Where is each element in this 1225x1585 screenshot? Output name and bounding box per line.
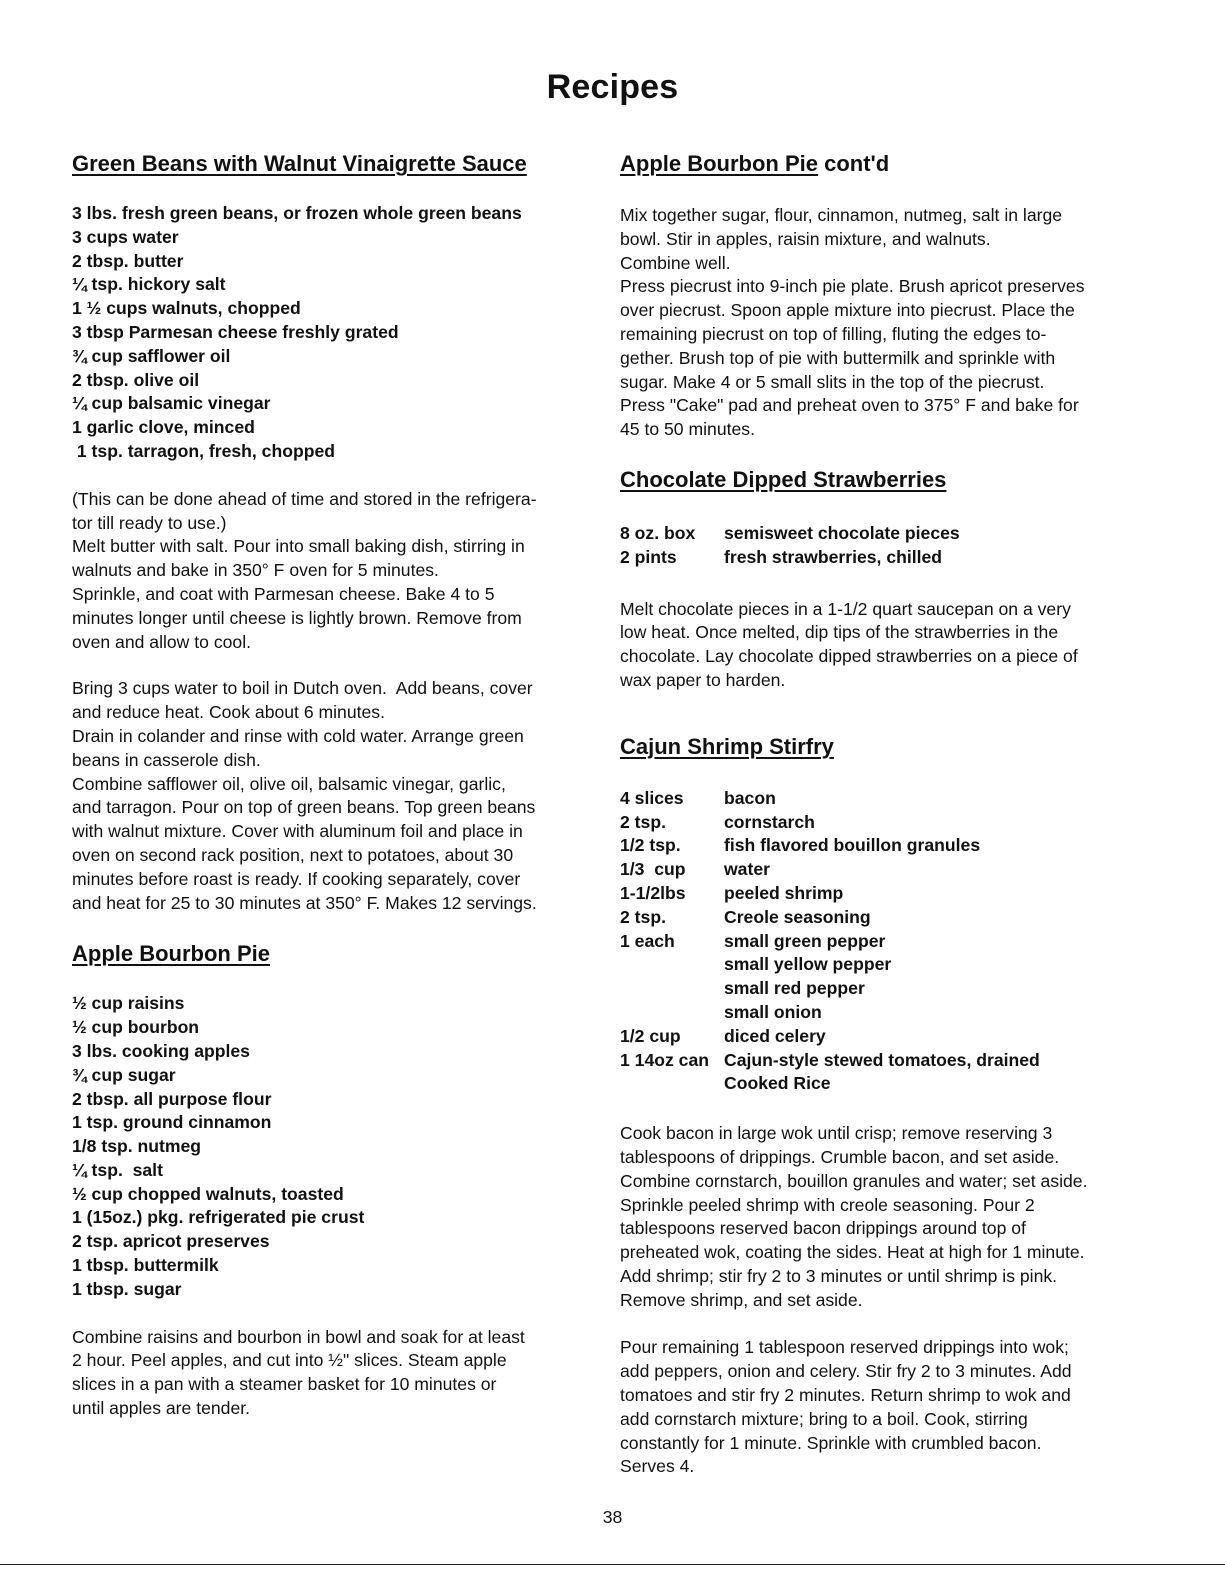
text-line: Press piecrust into 9-inch pie plate. Brush apricot preserves — [620, 276, 1085, 297]
ingredient-line: 1 tsp. tarragon, fresh, chopped — [72, 440, 335, 461]
ingredient-qty: 1/2 cup — [620, 1025, 681, 1046]
ingredient-qty: 2 pints — [620, 546, 677, 567]
strawberries-ingredients — [620, 522, 960, 570]
text-line: beans in casserole dish. — [72, 749, 261, 770]
text-line: preheated wok, coating the sides. Heat at high for 1 minute. — [620, 1242, 1085, 1263]
ingredient-qty: 1 14oz can — [620, 1049, 709, 1070]
text-line: (This can be done ahead of time and stored in the refrigera- — [72, 488, 537, 509]
ingredient-qty — [620, 1072, 724, 1096]
ingredient-line: 1 tbsp. sugar — [72, 1278, 182, 1299]
text-line: Add shrimp; stir fry 2 to 3 minutes or until shrimp is pink. — [620, 1265, 1058, 1286]
text-line: tomatoes and stir fry 2 minutes. Return shrimp to wok and — [620, 1385, 1071, 1406]
ingredient-item: small onion — [724, 1001, 822, 1022]
text-line: tablespoons reserved bacon drippings around top of — [620, 1218, 1026, 1239]
apple-pie-contd-paragraph — [620, 204, 1150, 442]
text-line: add peppers, onion and celery. Stir fry 2 to 3 minutes. Add — [620, 1361, 1072, 1382]
ingredient-row — [620, 906, 1040, 930]
text-line: gether. Brush top of pie with buttermilk and sprinkle with — [620, 347, 1056, 368]
text-line: Bring 3 cups water to boil in Dutch oven. Add beans, cover — [72, 678, 533, 699]
strawberries-heading — [620, 466, 1150, 494]
ingredient-item: water — [724, 859, 770, 880]
text-line: 45 to 50 minutes. — [620, 419, 755, 440]
text-line: oven and allow to cool. — [72, 631, 251, 652]
ingredient-qty: 4 slices — [620, 787, 684, 808]
ingredient-qty: 8 oz. box — [620, 522, 696, 543]
ingredient-line: 2 tsp. apricot preserves — [72, 1231, 270, 1252]
ingredient-row — [620, 834, 1040, 858]
ingredient-line: 3 tbsp Parmesan cheese freshly grated — [72, 321, 399, 342]
ingredient-line: 3 cups water — [72, 226, 179, 247]
ingredient-line: ¾ cup sugar — [72, 1064, 176, 1085]
ingredient-row — [620, 1025, 1040, 1049]
ingredient-line: 2 tbsp. all purpose flour — [72, 1088, 272, 1109]
bottom-divider — [0, 1564, 1225, 1565]
ingredient-item: peeled shrimp — [724, 882, 844, 903]
text-line: Combine raisins and bourbon in bowl and soak for at least — [72, 1326, 525, 1347]
text-line: walnuts and bake in 350° F oven for 5 minutes. — [72, 560, 439, 581]
shrimp-heading — [620, 733, 1150, 761]
text-line: Drain in colander and rinse with cold water. Arrange green — [72, 725, 524, 746]
ingredient-line: 1 tbsp. buttermilk — [72, 1255, 219, 1276]
text-line: wax paper to harden. — [620, 669, 786, 690]
ingredient-qty — [620, 953, 724, 977]
ingredient-item: Cooked Rice — [724, 1073, 831, 1094]
ingredient-line: 3 lbs. fresh green beans, or frozen whole green beans — [72, 203, 522, 223]
apple-pie-contd-heading — [620, 150, 1150, 178]
ingredient-qty: 2 tsp. — [620, 906, 666, 927]
text-line: tor till ready to use.) — [72, 512, 227, 533]
ingredient-item: cornstarch — [724, 811, 815, 832]
text-line: bowl. Stir in apples, raisin mixture, and walnuts. — [620, 228, 991, 249]
page-title: Recipes — [546, 68, 679, 106]
ingredient-line: 1 (15oz.) pkg. refrigerated pie crust — [72, 1207, 365, 1228]
green-beans-heading-text: Green Beans with Walnut Vinaigrette Sauce — [72, 151, 527, 176]
ingredient-row — [620, 522, 960, 546]
ingredient-row — [620, 977, 1040, 1001]
apple-pie-heading — [72, 940, 592, 968]
ingredient-line: ¾ cup safflower oil — [72, 345, 231, 366]
ingredient-row — [620, 882, 1040, 906]
text-line: until apples are tender. — [72, 1398, 251, 1419]
text-line: 2 hour. Peel apples, and cut into ½" slices. Steam apple — [72, 1350, 507, 1371]
ingredient-row — [620, 1001, 1040, 1025]
right-column — [620, 150, 1150, 1479]
text-line: and reduce heat. Cook about 6 minutes. — [72, 702, 385, 723]
text-line: Serves 4. — [620, 1456, 695, 1477]
ingredient-item: Cajun-style stewed tomatoes, drained — [724, 1049, 1040, 1070]
ingredient-line: 2 tbsp. butter — [72, 250, 184, 271]
ingredient-line: ½ cup raisins — [72, 993, 185, 1014]
apple-pie-contd-suffix: cont'd — [818, 151, 890, 176]
ingredient-line: ½ cup bourbon — [72, 1017, 200, 1038]
ingredient-row — [620, 953, 1040, 977]
ingredient-item: fresh strawberries, chilled — [724, 546, 943, 567]
text-line: Melt chocolate pieces in a 1-1/2 quart saucepan on a very — [620, 598, 1071, 619]
page-number: 38 — [602, 1507, 623, 1527]
text-line: Press "Cake" pad and preheat oven to 375° F and bake for — [620, 395, 1079, 416]
ingredient-row — [620, 1072, 1040, 1096]
ingredient-line: ¼ tsp. salt — [72, 1159, 163, 1180]
shrimp-heading-text: Cajun Shrimp Stirfry — [620, 733, 834, 759]
strawberries-heading-text: Chocolate Dipped Strawberries — [620, 466, 947, 492]
ingredient-row — [620, 858, 1040, 882]
ingredient-line: ¼ tsp. hickory salt — [72, 274, 226, 295]
text-line: Mix together sugar, flour, cinnamon, nutmeg, salt in large — [620, 205, 1063, 225]
apple-pie-contd-heading-text: Apple Bourbon Pie — [620, 151, 818, 176]
shrimp-paragraph-1 — [620, 1122, 1150, 1312]
text-line: and heat for 25 to 30 minutes at 350° F. Makes 12 servings. — [72, 892, 537, 913]
ingredient-item: bacon — [724, 787, 776, 808]
ingredient-qty: 1-1/2lbs — [620, 882, 686, 903]
text-line: low heat. Once melted, dip tips of the strawberries in the — [620, 622, 1059, 643]
ingredient-line: 1 ½ cups walnuts, chopped — [72, 298, 301, 319]
text-line: add cornstarch mixture; bring to a boil. Cook, stirring — [620, 1408, 1028, 1429]
text-line: Sprinkle peeled shrimp with creole seasoning. Pour 2 — [620, 1194, 1035, 1215]
green-beans-paragraph-2 — [72, 677, 592, 915]
apple-pie-ingredients — [72, 992, 592, 1301]
text-line: oven on second rack position, next to potatoes, about 30 — [72, 844, 514, 865]
left-column — [72, 150, 592, 1421]
ingredient-qty: 2 tsp. — [620, 811, 666, 832]
text-line: over piecrust. Spoon apple mixture into piecrust. Place the — [620, 300, 1075, 321]
ingredient-line: 1 tsp. ground cinnamon — [72, 1112, 272, 1133]
text-line: Melt butter with salt. Pour into small baking dish, stirring in — [72, 536, 525, 557]
ingredient-qty — [620, 977, 724, 1001]
ingredient-qty — [620, 1001, 724, 1025]
ingredient-item: diced celery — [724, 1025, 826, 1046]
text-line: Sprinkle, and coat with Parmesan cheese. Bake 4 to 5 — [72, 583, 495, 604]
ingredient-line: 2 tbsp. olive oil — [72, 369, 200, 390]
text-line: Combine cornstarch, bouillon granules and water; set aside. — [620, 1170, 1088, 1191]
ingredient-item: small red pepper — [724, 978, 865, 999]
shrimp-paragraph-2 — [620, 1336, 1150, 1479]
apple-pie-paragraph — [72, 1326, 592, 1421]
text-line: Pour remaining 1 tablespoon reserved drippings into wok; — [620, 1337, 1069, 1358]
ingredient-qty: 1 each — [620, 930, 675, 951]
ingredient-item: semisweet chocolate pieces — [724, 522, 960, 543]
shrimp-ingredients — [620, 787, 1040, 1096]
text-line: and tarragon. Pour on top of green beans. Top green beans — [72, 797, 536, 818]
text-line: Remove shrimp, and set aside. — [620, 1289, 863, 1310]
text-line: remaining piecrust on top of filling, fluting the edges to- — [620, 323, 1047, 344]
ingredient-row — [620, 546, 960, 570]
ingredient-row — [620, 1049, 1040, 1073]
green-beans-ingredients — [72, 202, 592, 464]
ingredient-line: 1 garlic clove, minced — [72, 417, 255, 438]
ingredient-item: small yellow pepper — [724, 954, 892, 975]
text-line: chocolate. Lay chocolate dipped strawberries on a piece of — [620, 646, 1078, 667]
ingredient-item: Creole seasoning — [724, 906, 871, 927]
text-line: Combine well. — [620, 252, 731, 273]
ingredient-line: 1/8 tsp. nutmeg — [72, 1136, 202, 1157]
text-line: Cook bacon in large wok until crisp; remove reserving 3 — [620, 1123, 1053, 1144]
ingredient-row — [620, 787, 1040, 811]
ingredient-qty: 1/3 cup — [620, 859, 686, 880]
text-line: with walnut mixture. Cover with aluminum foil and place in — [72, 821, 523, 842]
green-beans-heading — [72, 150, 592, 178]
text-line: slices in a pan with a steamer basket for 10 minutes or — [72, 1374, 497, 1395]
text-line: Combine safflower oil, olive oil, balsamic vinegar, garlic, — [72, 773, 506, 794]
ingredient-item: fish flavored bouillon granules — [724, 835, 981, 856]
ingredient-line: 3 lbs. cooking apples — [72, 1040, 250, 1061]
ingredient-row — [620, 930, 1040, 954]
strawberries-paragraph — [620, 598, 1150, 693]
ingredient-line: ½ cup chopped walnuts, toasted — [72, 1183, 344, 1204]
ingredient-item: small green pepper — [724, 930, 886, 951]
ingredient-qty: 1/2 tsp. — [620, 835, 681, 856]
text-line: constantly for 1 minute. Sprinkle with crumbled bacon. — [620, 1432, 1042, 1453]
ingredient-row — [620, 811, 1040, 835]
text-line: minutes longer until cheese is lightly brown. Remove from — [72, 607, 522, 628]
apple-pie-heading-text: Apple Bourbon Pie — [72, 941, 270, 967]
green-beans-paragraph-1 — [72, 488, 592, 655]
ingredient-line: ¼ cup balsamic vinegar — [72, 393, 271, 414]
text-line: tablespoons of drippings. Crumble bacon, and set aside. — [620, 1146, 1060, 1167]
text-line: sugar. Make 4 or 5 small slits in the top of the piecrust. — [620, 371, 1045, 392]
text-line: minutes before roast is ready. If cooking separately, cover — [72, 868, 521, 889]
